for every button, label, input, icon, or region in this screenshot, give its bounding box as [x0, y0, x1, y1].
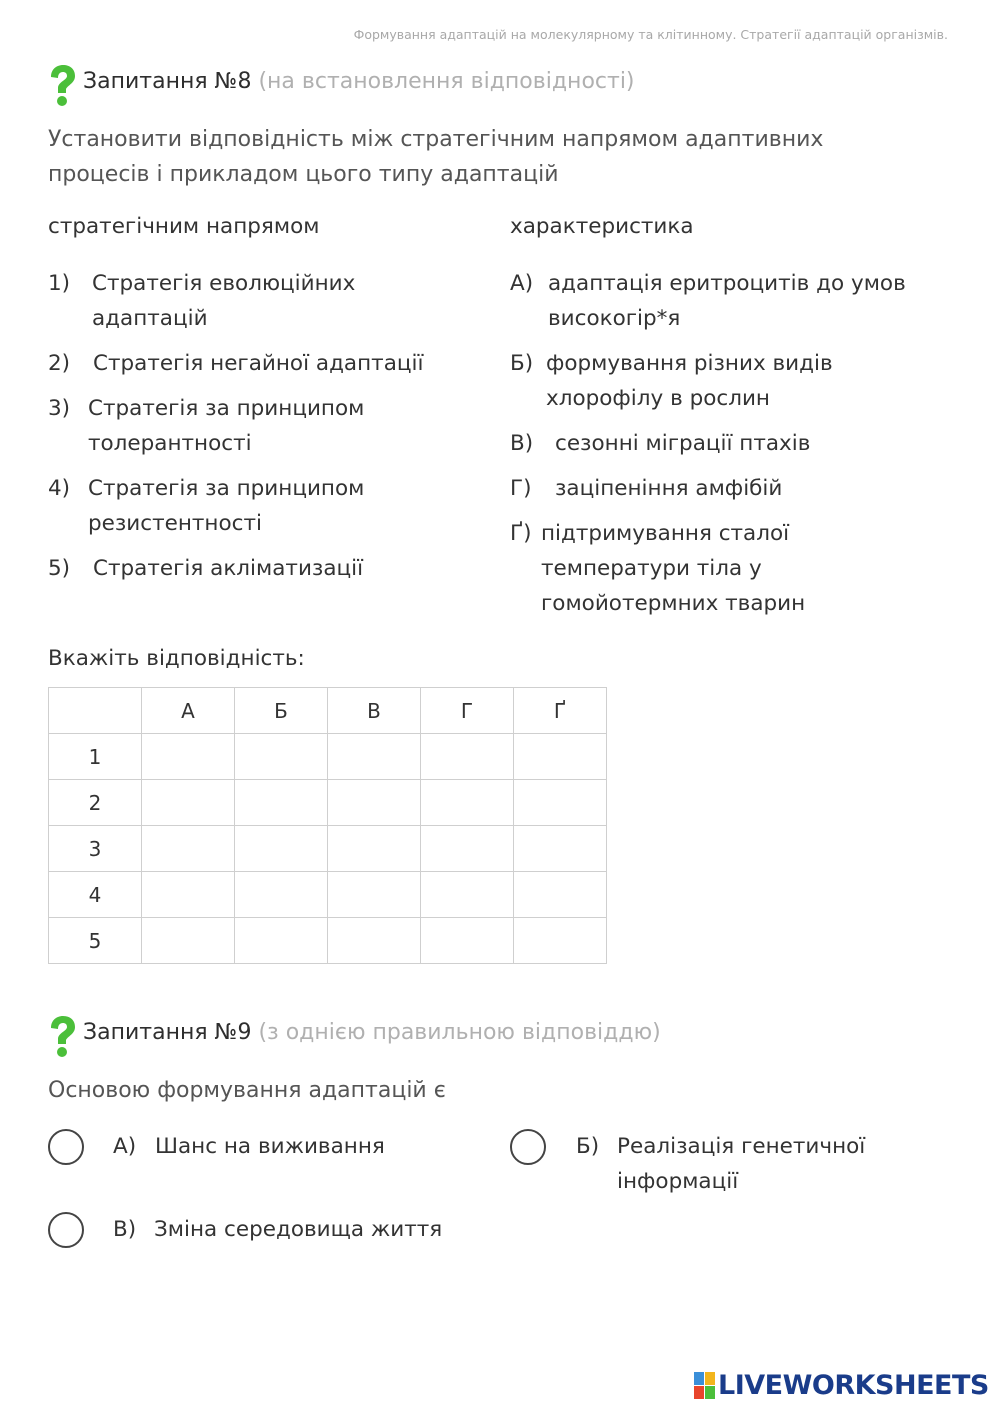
grid-corner-cell — [49, 688, 142, 734]
grid-cell[interactable] — [142, 780, 235, 826]
option-text: Реалізація генетичної — [617, 1134, 866, 1159]
option-letter: А) — [113, 1134, 137, 1159]
question-8-title — [83, 69, 635, 94]
question-mark-icon — [46, 1015, 78, 1059]
grid-cell[interactable] — [235, 918, 328, 964]
grid-cell[interactable] — [235, 734, 328, 780]
item-text: високогір*я — [548, 306, 681, 331]
grid-row — [49, 780, 607, 826]
grid-cell[interactable] — [328, 826, 421, 872]
grid-cell[interactable] — [235, 872, 328, 918]
grid-column-header: Б — [235, 688, 328, 734]
option-letter: Б) — [576, 1134, 600, 1159]
question-mark-icon — [46, 64, 78, 108]
item-text: адаптацій — [92, 306, 208, 331]
question-9-number: Запитання №9 — [83, 1020, 252, 1045]
question-8-type: (на встановлення відповідності) — [258, 69, 635, 94]
characteristic-item-b — [510, 346, 950, 416]
item-letter: Г) — [510, 476, 532, 501]
grid-cell[interactable] — [421, 734, 514, 780]
grid-cell[interactable] — [142, 918, 235, 964]
grid-cell[interactable] — [328, 734, 421, 780]
grid-row — [49, 872, 607, 918]
item-text: толерантності — [88, 431, 252, 456]
strategy-item-5 — [48, 551, 468, 586]
item-text: Стратегія негайної адаптації — [93, 351, 424, 376]
option-a-radio[interactable] — [48, 1129, 84, 1165]
item-number: 2) — [48, 351, 71, 376]
item-text: підтримування сталої — [541, 521, 790, 546]
right-column-header: характеристика — [510, 214, 694, 239]
grid-cell[interactable] — [514, 826, 607, 872]
grid-row-header: 1 — [49, 734, 142, 780]
matching-grid — [48, 687, 607, 964]
question-9-title — [83, 1020, 661, 1045]
grid-column-header: Ґ — [514, 688, 607, 734]
option-b[interactable] — [576, 1129, 956, 1199]
grid-cell[interactable] — [421, 780, 514, 826]
item-letter: Б) — [510, 351, 534, 376]
strategy-item-3 — [48, 391, 468, 461]
grid-cell[interactable] — [328, 872, 421, 918]
strategy-item-2 — [48, 346, 468, 381]
grid-cell[interactable] — [514, 780, 607, 826]
grid-row — [49, 826, 607, 872]
grid-row-header: 2 — [49, 780, 142, 826]
question-9-prompt: Основою формування адаптацій є — [48, 1078, 446, 1103]
item-text: адаптація еритроцитів до умов — [548, 271, 906, 296]
item-text: температури тіла у — [541, 556, 762, 581]
grid-column-header: А — [142, 688, 235, 734]
prompt-line: Установити відповідність між стратегічним напрямом адаптивних — [48, 127, 824, 152]
item-text: Стратегія за принципом — [88, 396, 365, 421]
option-text: Зміна середовища життя — [154, 1217, 443, 1242]
grid-row — [49, 734, 607, 780]
question-8-prompt — [48, 122, 948, 192]
grid-cell[interactable] — [142, 734, 235, 780]
grid-cell[interactable] — [235, 780, 328, 826]
option-v-radio[interactable] — [48, 1212, 84, 1248]
grid-row-header: 3 — [49, 826, 142, 872]
strategy-item-4 — [48, 471, 468, 541]
grid-cell[interactable] — [514, 734, 607, 780]
question-8-number: Запитання №8 — [83, 69, 252, 94]
grid-cell[interactable] — [142, 826, 235, 872]
grid-cell[interactable] — [421, 918, 514, 964]
grid-row-header: 4 — [49, 872, 142, 918]
item-number: 5) — [48, 556, 71, 581]
item-text: сезонні міграції птахів — [555, 431, 811, 456]
option-b-radio[interactable] — [510, 1129, 546, 1165]
characteristic-item-a — [510, 266, 950, 336]
item-text: резистентності — [88, 511, 262, 536]
page-header-title: Формування адаптацій на молекулярному та клітинному. Стратегії адаптацій організмів. — [353, 27, 948, 42]
grid-cell[interactable] — [328, 918, 421, 964]
grid-row — [49, 918, 607, 964]
left-column-header: стратегічним напрямом — [48, 214, 320, 239]
item-text: Стратегія за принципом — [88, 476, 365, 501]
grid-cell[interactable] — [235, 826, 328, 872]
item-number: 1) — [48, 271, 71, 296]
grid-cell[interactable] — [514, 872, 607, 918]
item-number: 4) — [48, 476, 71, 501]
option-v[interactable] — [113, 1212, 513, 1247]
characteristic-item-gh — [510, 516, 950, 621]
grid-row-header: 5 — [49, 918, 142, 964]
item-number: 3) — [48, 396, 71, 421]
characteristic-item-v — [510, 426, 950, 461]
item-text: Стратегія еволюційних — [92, 271, 356, 296]
grid-cell[interactable] — [328, 780, 421, 826]
item-text: заціпеніння амфібій — [555, 476, 783, 501]
live-blocks-icon — [694, 1372, 716, 1400]
item-text: хлорофілу в рослин — [546, 386, 770, 411]
grid-cell[interactable] — [421, 872, 514, 918]
grid-column-header: Г — [421, 688, 514, 734]
option-a[interactable] — [113, 1129, 473, 1164]
grid-cell[interactable] — [142, 872, 235, 918]
item-letter: Ґ) — [510, 521, 532, 546]
option-letter: В) — [113, 1217, 137, 1242]
grid-cell[interactable] — [421, 826, 514, 872]
option-text: інформації — [617, 1169, 739, 1194]
strategy-item-1 — [48, 266, 468, 336]
grid-header-row — [49, 688, 607, 734]
grid-label: Вкажіть відповідність: — [48, 646, 305, 671]
grid-cell[interactable] — [514, 918, 607, 964]
item-text: гомойотермних тварин — [541, 591, 806, 616]
logo-text: LIVEWORKSHEETS — [718, 1370, 989, 1401]
item-letter: А) — [510, 271, 534, 296]
item-text: формування різних видів — [546, 351, 833, 376]
item-text: Стратегія акліматизації — [93, 556, 364, 581]
question-9-type: (з однією правильною відповіддю) — [258, 1020, 661, 1045]
item-letter: В) — [510, 431, 534, 456]
option-text: Шанс на виживання — [155, 1134, 385, 1159]
grid-column-header: В — [328, 688, 421, 734]
characteristic-item-g — [510, 471, 950, 506]
liveworksheets-logo — [694, 1370, 989, 1401]
prompt-line: процесів і прикладом цього типу адаптацій — [48, 162, 559, 187]
